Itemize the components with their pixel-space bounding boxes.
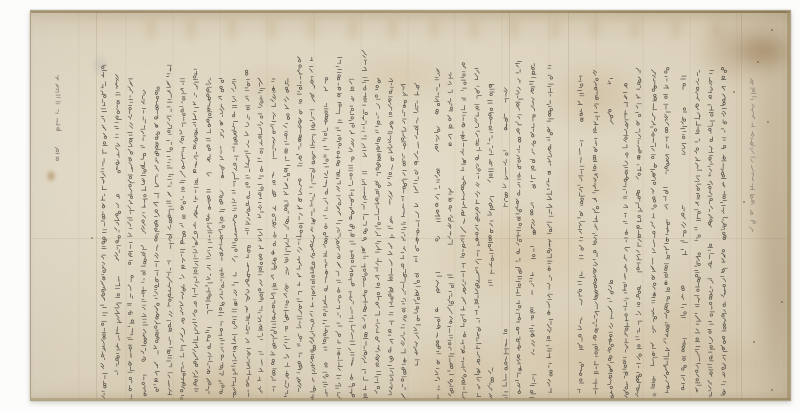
stain-blob bbox=[426, 13, 442, 45]
stain-blob bbox=[331, 51, 471, 106]
stain-blob bbox=[506, 13, 522, 45]
stain-blob bbox=[746, 11, 791, 401]
script-column bbox=[720, 67, 727, 395]
stain-blob bbox=[587, 13, 603, 45]
stain-blob bbox=[99, 301, 159, 391]
script-column bbox=[231, 80, 239, 398]
script-column bbox=[115, 75, 122, 375]
stain-speck bbox=[771, 29, 773, 31]
script-column bbox=[650, 70, 657, 396]
script-column bbox=[680, 76, 687, 390]
stain-speck bbox=[781, 301, 783, 303]
stain-blob bbox=[546, 151, 636, 211]
script-column bbox=[218, 79, 225, 394]
stain-blob bbox=[211, 61, 331, 111]
scroll-top-edge bbox=[31, 11, 790, 13]
stain-blob bbox=[304, 13, 320, 45]
script-column bbox=[447, 73, 454, 397]
paper-seam-line bbox=[741, 11, 742, 400]
script-column bbox=[546, 66, 553, 393]
stain-blob bbox=[345, 13, 361, 45]
script-column bbox=[707, 71, 714, 398]
script-column bbox=[413, 83, 420, 365]
paper-crease-line bbox=[31, 238, 790, 239]
stain-speck bbox=[743, 201, 745, 203]
script-column bbox=[635, 68, 642, 397]
stain-blob bbox=[385, 13, 401, 45]
script-column bbox=[296, 57, 303, 392]
stain-speck bbox=[753, 341, 755, 343]
script-column bbox=[335, 58, 342, 400]
stain-blob bbox=[396, 331, 516, 401]
stain-blob bbox=[224, 13, 240, 45]
stain-blob bbox=[708, 13, 724, 45]
script-column bbox=[179, 79, 186, 401]
script-column bbox=[257, 78, 265, 393]
script-column bbox=[244, 70, 251, 397]
script-column bbox=[387, 78, 394, 394]
stain-blob bbox=[91, 53, 109, 77]
script-column bbox=[361, 50, 368, 401]
script-column bbox=[460, 63, 467, 399]
script-column bbox=[694, 70, 702, 392]
stain-speck bbox=[757, 61, 759, 63]
script-column bbox=[100, 65, 107, 399]
stain-speck bbox=[767, 121, 769, 123]
manuscript-scroll bbox=[30, 10, 791, 401]
script-column bbox=[374, 78, 381, 393]
stain-blob bbox=[466, 13, 482, 45]
script-column bbox=[348, 79, 356, 397]
stain-blob bbox=[141, 356, 291, 401]
script-column bbox=[749, 78, 756, 232]
stain-blob bbox=[143, 13, 159, 45]
script-column bbox=[592, 70, 599, 394]
script-column bbox=[663, 67, 670, 392]
script-column bbox=[400, 84, 407, 399]
script-column bbox=[503, 88, 509, 398]
signature-column bbox=[55, 75, 61, 160]
script-column bbox=[154, 87, 161, 392]
stain-blob bbox=[547, 13, 563, 45]
script-column bbox=[577, 76, 584, 393]
paper-seam-line bbox=[509, 11, 510, 400]
stain-blob bbox=[681, 331, 781, 401]
stain-blob bbox=[641, 251, 731, 401]
script-column bbox=[474, 69, 482, 397]
script-column bbox=[622, 83, 629, 397]
paper-seam-line bbox=[568, 11, 569, 400]
script-column bbox=[434, 69, 442, 402]
script-column bbox=[309, 57, 316, 401]
script-column bbox=[140, 90, 148, 396]
stain-blob bbox=[668, 13, 684, 45]
stain-speck bbox=[771, 389, 773, 391]
stain-blob bbox=[183, 13, 199, 45]
stain-blob bbox=[264, 13, 280, 45]
script-column bbox=[607, 79, 613, 399]
stain-blob bbox=[45, 169, 57, 183]
script-column bbox=[529, 64, 536, 398]
stain-speck bbox=[733, 91, 735, 93]
paper-seam-line bbox=[96, 11, 97, 400]
script-column bbox=[283, 78, 290, 396]
script-columns bbox=[31, 11, 791, 401]
stain-blob bbox=[471, 301, 711, 401]
script-column bbox=[270, 79, 277, 391]
stain-speck bbox=[91, 237, 93, 239]
scroll-right-edge bbox=[787, 11, 790, 400]
script-column bbox=[487, 84, 494, 399]
script-column bbox=[192, 69, 199, 391]
stain-blob bbox=[541, 56, 651, 136]
stain-blob bbox=[627, 13, 643, 45]
script-column bbox=[515, 61, 523, 393]
stain-blob bbox=[691, 15, 791, 85]
script-column bbox=[166, 65, 174, 394]
stain-blob bbox=[736, 31, 791, 71]
script-column bbox=[205, 78, 212, 394]
scroll-bottom-edge bbox=[31, 398, 790, 400]
script-column bbox=[127, 79, 134, 399]
script-column bbox=[322, 78, 329, 397]
stain-blob bbox=[421, 196, 621, 306]
stain-blob bbox=[761, 181, 791, 401]
